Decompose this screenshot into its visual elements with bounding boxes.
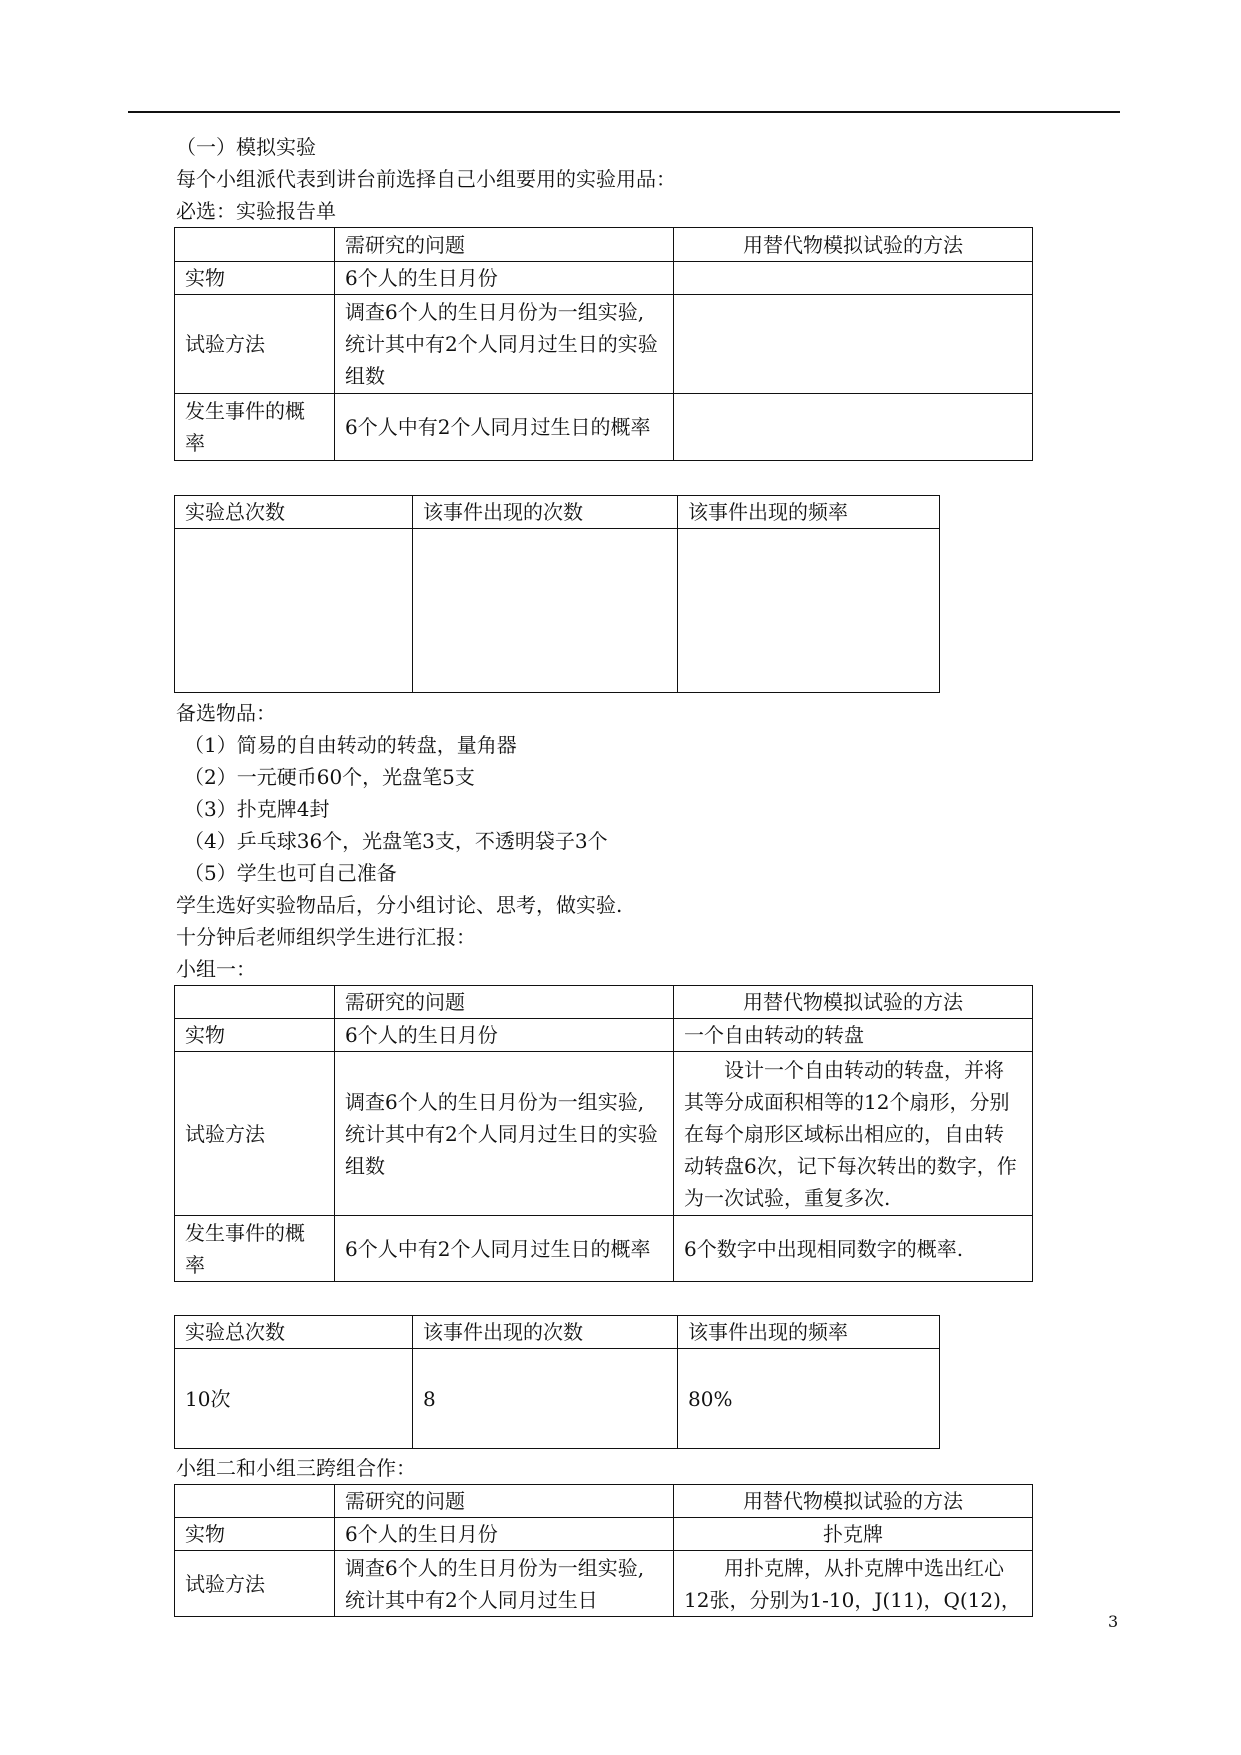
table-row (175, 529, 940, 693)
table-row (175, 1551, 1033, 1617)
section-title: （一）模拟实验 (176, 135, 316, 159)
table-row (175, 1052, 1033, 1216)
table-row (175, 1349, 940, 1449)
table-cell: 6个数字中出现相同数字的概率. (674, 1216, 1033, 1282)
list-item: （3）扑克牌4封 (184, 797, 330, 821)
paragraph: 学生选好实验物品后，分小组讨论、思考，做实验. (176, 893, 623, 917)
row-label: 试验方法 (175, 295, 335, 394)
header-cell: 需研究的问题 (335, 986, 674, 1019)
group1-frequency-table (174, 1315, 940, 1449)
header-rule (128, 111, 1120, 113)
table-cell: 调查6个人的生日月份为一组实验,统计其中有2个人同月过生日的实验组数 (335, 295, 674, 394)
table-cell (413, 529, 678, 693)
table-row (175, 295, 1033, 394)
required-label: 必选：实验报告单 (176, 199, 336, 223)
table-cell: 6个人的生日月份 (335, 1518, 674, 1551)
header-cell (175, 1485, 335, 1518)
table-header-row (175, 496, 940, 529)
header-cell (175, 986, 335, 1019)
intro-text: 每个小组派代表到讲台前选择自己小组要用的实验用品： (176, 167, 676, 191)
table-cell: 设计一个自由转动的转盘，并将其等分成面积相等的12个扇形，分别在每个扇形区域标出相应的，自由转动转盘6次，记下每次转出的数字，作为一次试验，重复多次. (674, 1052, 1033, 1216)
header-cell: 该事件出现的次数 (413, 496, 678, 529)
header-cell: 该事件出现的次数 (413, 1316, 678, 1349)
group23-report-table (174, 1484, 1033, 1617)
row-label: 实物 (175, 262, 335, 295)
table-cell: 6个人中有2个人同月过生日的概率 (335, 1216, 674, 1282)
header-cell: 实验总次数 (175, 1316, 413, 1349)
table-cell (175, 529, 413, 693)
table-row (175, 1216, 1033, 1282)
header-cell: 用替代物模拟试验的方法 (674, 228, 1033, 262)
list-item: （4）乒乓球36个，光盘笔3支，不透明袋子3个 (184, 829, 608, 853)
table-cell: 用扑克牌，从扑克牌中选出红心12张，分别为1-10，J(11)，Q(12)， (674, 1551, 1033, 1617)
header-cell: 需研究的问题 (335, 228, 674, 262)
row-label: 实物 (175, 1019, 335, 1052)
list-item: （1）简易的自由转动的转盘，量角器 (184, 733, 517, 757)
group1-label: 小组一： (176, 957, 256, 981)
row-label: 发生事件的概率 (175, 1216, 335, 1282)
table-cell: 调查6个人的生日月份为一组实验,统计其中有2个人同月过生日的实验组数 (335, 1052, 674, 1216)
table-cell: 6个人的生日月份 (335, 262, 674, 295)
table-cell: 一个自由转动的转盘 (674, 1019, 1033, 1052)
header-cell: 实验总次数 (175, 496, 413, 529)
row-label: 发生事件的概率 (175, 394, 335, 461)
table-cell: 6个人中有2个人同月过生日的概率 (335, 394, 674, 461)
table-header-row (175, 986, 1033, 1019)
frequency-form-table (174, 495, 940, 693)
table-header-row (175, 228, 1033, 262)
table-cell (674, 295, 1033, 394)
table-cell (674, 394, 1033, 461)
row-label: 试验方法 (175, 1551, 335, 1617)
header-cell (175, 228, 335, 262)
report-form-table (174, 227, 1033, 461)
table-cell (674, 262, 1033, 295)
table-cell: 10次 (175, 1349, 413, 1449)
table-cell: 调查6个人的生日月份为一组实验,统计其中有2个人同月过生日 (335, 1551, 674, 1617)
header-cell: 用替代物模拟试验的方法 (674, 1485, 1033, 1518)
list-item: （5）学生也可自己准备 (184, 861, 397, 885)
header-cell: 用替代物模拟试验的方法 (674, 986, 1033, 1019)
table-row (175, 262, 1033, 295)
header-cell: 该事件出现的频率 (678, 496, 940, 529)
table-cell: 8 (413, 1349, 678, 1449)
table-cell: 6个人的生日月份 (335, 1019, 674, 1052)
group1-report-table (174, 985, 1033, 1282)
table-row (175, 1518, 1033, 1551)
row-label: 实物 (175, 1518, 335, 1551)
table-cell (678, 529, 940, 693)
header-cell: 该事件出现的频率 (678, 1316, 940, 1349)
group23-label: 小组二和小组三跨组合作： (176, 1456, 416, 1480)
table-header-row (175, 1485, 1033, 1518)
paragraph: 十分钟后老师组织学生进行汇报： (176, 925, 476, 949)
page-number: 3 (1108, 1612, 1119, 1631)
table-cell: 80% (678, 1349, 940, 1449)
list-item: （2）一元硬币60个，光盘笔5支 (184, 765, 475, 789)
table-row (175, 1019, 1033, 1052)
table-row (175, 394, 1033, 461)
row-label: 试验方法 (175, 1052, 335, 1216)
table-header-row (175, 1316, 940, 1349)
header-cell: 需研究的问题 (335, 1485, 674, 1518)
table-cell: 扑克牌 (674, 1518, 1033, 1551)
optional-label: 备选物品： (176, 701, 276, 725)
